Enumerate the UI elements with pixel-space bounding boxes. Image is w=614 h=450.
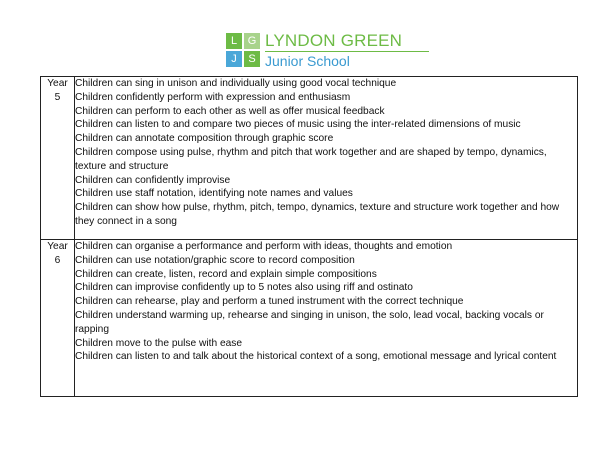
criteria-cell	[75, 77, 578, 240]
criterion-item: Children move to the pulse with ease	[75, 337, 243, 349]
criterion-item: Children compose using pulse, rhythm and pitch that work together and are shaped by tempo, dynamics, texture and structure	[75, 146, 547, 172]
logo-text	[265, 32, 429, 69]
logo-letter-s: S	[244, 51, 260, 67]
criterion-item: Children understand warming up, rehearse and singing in unison, the solo, lead vocal, backing vocals or rapping	[75, 309, 544, 335]
table-row-year-6	[41, 240, 578, 397]
curriculum-table	[40, 76, 578, 397]
criterion-item: Children can sing in unison and individually using good vocal technique	[75, 78, 397, 89]
year-label: Year	[47, 78, 68, 89]
year-cell	[41, 240, 75, 397]
criterion-item: Children can improvise confidently up to 5 notes also using riff and ostinato	[75, 282, 413, 294]
criterion-item: Children can rehearse, play and perform a tuned instrument with the correct technique	[75, 296, 464, 308]
table-row-year-5	[41, 77, 578, 240]
logo-letter-grid	[226, 33, 260, 67]
logo-letter-g: G	[244, 33, 260, 49]
logo-letter-j: J	[226, 51, 242, 67]
year-number: 6	[54, 254, 61, 266]
criteria-cell	[75, 240, 578, 397]
criterion-item: Children can perform to each other as well as offer musical feedback	[75, 105, 385, 117]
school-subtitle: Junior School	[265, 52, 350, 69]
criterion-item: Children confidently perform with expression and enthusiasm	[75, 91, 351, 103]
criterion-item: Children use staff notation, identifying note names and values	[75, 188, 353, 200]
year-label: Year	[47, 241, 68, 252]
criterion-item: Children can listen to and compare two pieces of music using the inter-related dimensions of music	[75, 119, 521, 131]
year-number: 5	[54, 91, 61, 103]
criterion-item: Children can organise a performance and perform with ideas, thoughts and emotion	[75, 241, 453, 252]
year-cell	[41, 77, 75, 240]
criterion-item: Children can create, listen, record and explain simple compositions	[75, 268, 377, 280]
criterion-item: Children can confidently improvise	[75, 174, 231, 186]
logo-divider	[265, 51, 429, 52]
criterion-item: Children can use notation/graphic score to record composition	[75, 254, 355, 266]
criterion-item: Children can listen to and talk about the historical context of a song, emotional message and lyrical content	[75, 351, 557, 363]
logo-letter-l: L	[226, 33, 242, 49]
criterion-item: Children can show how pulse, rhythm, pitch, tempo, dynamics, texture and structure work together and how they connect in a song	[75, 202, 560, 227]
school-logo	[226, 30, 429, 70]
school-name: LYNDON GREEN	[265, 30, 403, 50]
criterion-item: Children can annotate composition through graphic score	[75, 133, 334, 145]
